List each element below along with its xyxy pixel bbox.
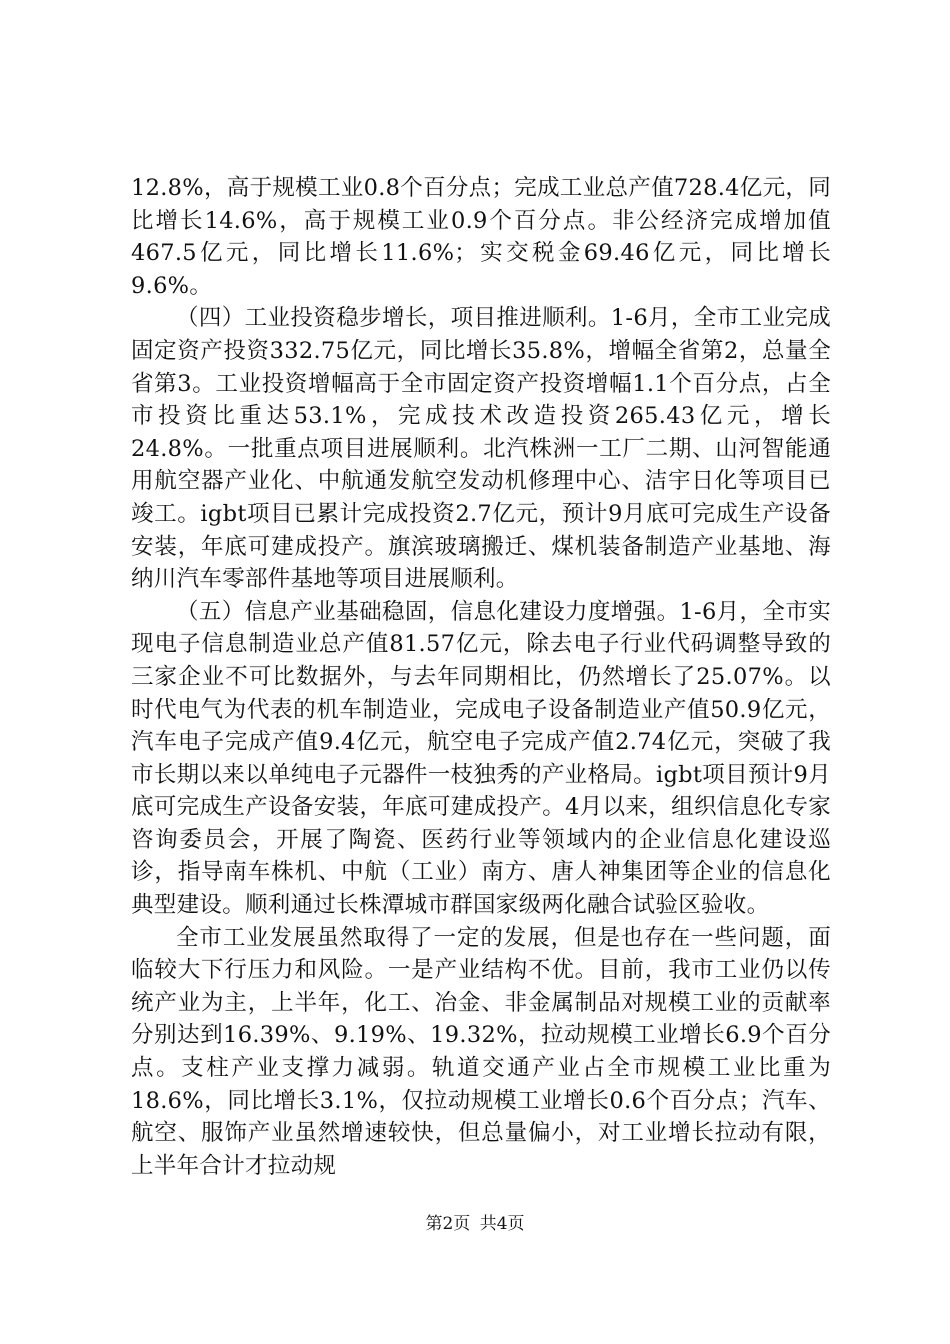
page-total: 共4页 (479, 1214, 525, 1234)
paragraph-continuation: 12.8%，高于规模工业0.8个百分点；完成工业总产值728.4亿元，同比增长14.6%，高于规模工业0.9个百分点。非公经济完成增加值467.5亿元，同比增长11.6%；实交税金69.46亿元，同比增长9.6%。 (131, 175, 831, 299)
page-number: 第2页 (425, 1214, 471, 1234)
paragraph-problems: 全市工业发展虽然取得了一定的发展，但是也存在一些问题，面临较大下行压力和风险。一是产业结构不优。目前，我市工业仍以传统产业为主，上半年，化工、冶金、非金属制品对规模工业的贡献率分别达到16.39%、9.19%、19.32%，拉动规模工业增长6.9个百分点。支柱产业支撑力减弱。轨道交通产业占全市规模工业比重为18.6%，同比增长3.1%，仅拉动规模工业增长0.6个百分点；汽车、航空、服饰产业虽然增速较快，但总量偏小，对工业增长拉动有限，上半年合计才拉动规 (131, 924, 831, 1179)
paragraph-information-industry: （五）信息产业基础稳固，信息化建设力度增强。1-6月，全市实现电子信息制造业总产值81.57亿元，除去电子行业代码调整导致的三家企业不可比数据外，与去年同期相比，仍然增长了25.07%。以时代电气为代表的机车制造业，完成电子设备制造业产值50.9亿元，汽车电子完成产值9.4亿元，航空电子完成产值2.74亿元，突破了我市长期以来以单纯电子元器件一枝独秀的产业格局。igbt项目预计9月底可完成生产设备安装，年底可建成投产。4月以来，组织信息化专家咨询委员会，开展了陶瓷、医药行业等领域内的企业信息化建设巡诊，指导南车株机、中航（工业）南方、唐人神集团等企业的信息化典型建设。顺利通过长株潭城市群国家级两化融合试验区验收。 (131, 598, 831, 919)
paragraph-industrial-investment: （四）工业投资稳步增长，项目推进顺利。1-6月，全市工业完成固定资产投资332.75亿元，同比增长35.8%，增幅全省第2，总量全省第3。工业投资增幅高于全市固定资产投资增幅1.1个百分点，占全市投资比重达53.1%，完成技术改造投资265.43亿元，增长24.8%。一批重点项目进展顺利。北汽株洲一工厂二期、山河智能通用航空器产业化、中航通发航空发动机修理中心、洁宇日化等项目已竣工。igbt项目已累计完成投资2.7亿元，预计9月底可完成生产设备安装，年底可建成投产。旗滨玻璃搬迁、煤机装备制造产业基地、海纳川汽车零部件基地等项目进展顺利。 (131, 305, 831, 593)
document-body (131, 172, 831, 1182)
page-footer (0, 1213, 950, 1235)
